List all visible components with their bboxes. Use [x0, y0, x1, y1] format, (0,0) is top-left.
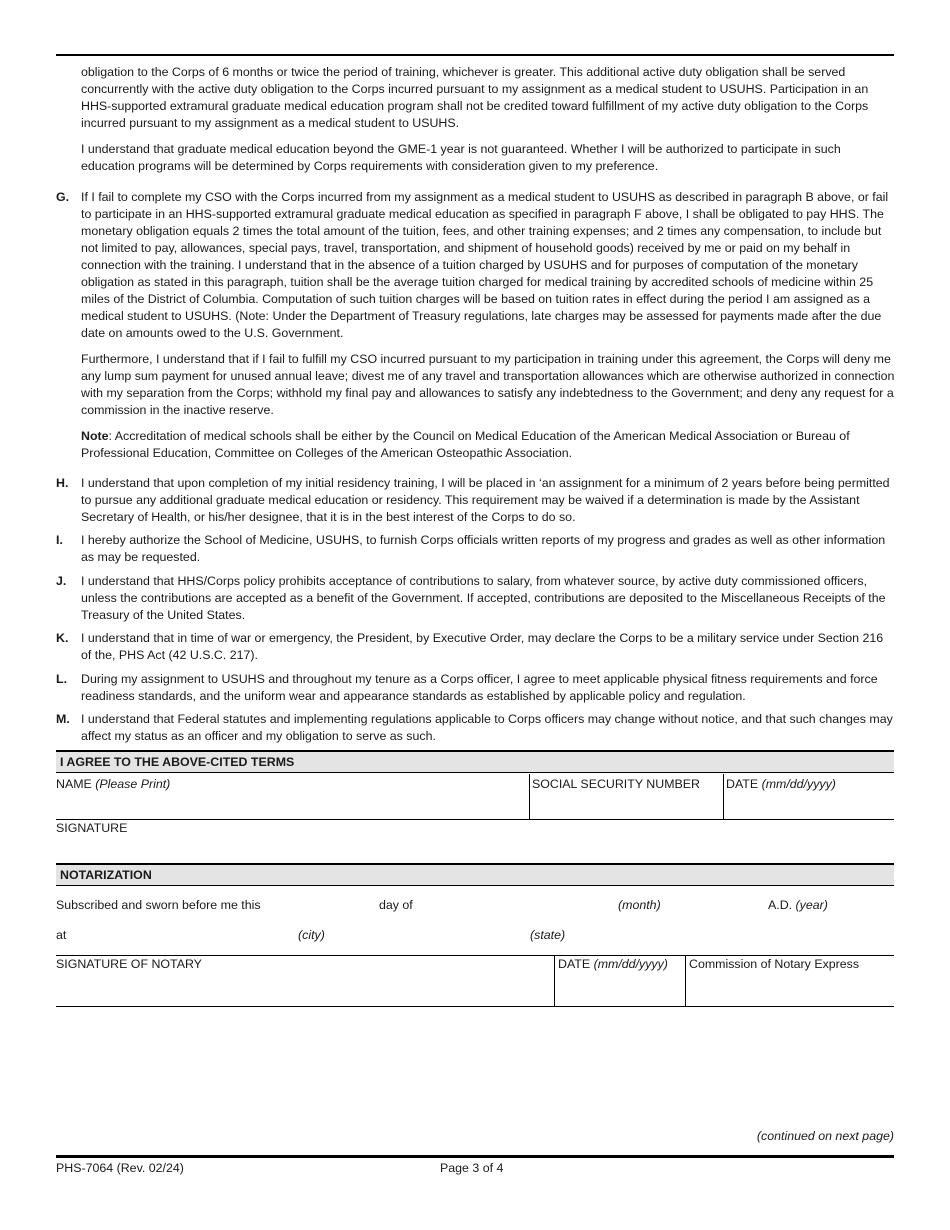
notary-signature-label: SIGNATURE OF NOTARY	[56, 957, 202, 971]
item-text: I understand that in time of war or emergency, the President, by Executive Order, may declare the Corps to be a military service under Section 216 of the, PHS Act (42 U.S.C. 217).	[81, 631, 884, 662]
field-divider	[723, 774, 724, 819]
month-hint: (month)	[618, 898, 661, 912]
year-hint: (year)	[795, 898, 828, 912]
item-text: I hereby authorize the School of Medicine, USUHS, to furnish Corps officials written reports of my progress and grades as well as other information as may be requested.	[81, 533, 886, 564]
item-g-furthermore: Furthermore, I understand that if I fail to fulfill my CSO incurred pursuant to my participation in training under this agreement, the Corps will deny me any lump sum payment for unused annual leave; divest me of any travel and transportation allowances which are otherwise authorized in connection with my separation from the Corps; withhold my final pay and allowances to satisfy any indebtedness to the Government; and deny any request for a commission in the inactive reserve.	[81, 352, 895, 417]
name-field[interactable]	[56, 777, 170, 792]
item-letter: I.	[56, 533, 63, 547]
page-number: Page 3 of 4	[440, 1161, 504, 1175]
name-hint: (Please Print)	[95, 777, 171, 791]
item-letter: K.	[56, 631, 69, 645]
item-text: I understand that Federal statutes and implementing regulations applicable to Corps officers may change without notice, and that such changes may affect my status as an officer and my obligation to serve as such.	[81, 712, 893, 743]
date-label: DATE	[726, 777, 762, 791]
intro-paragraph-obligation: obligation to the Corps of 6 months or twice the period of training, whichever is greater. This additional active duty obligation shall be served concurrently with the active duty obligation to the Corps incurred pursuant to my assignment as a medical student to USUHS. Participation in an HHS-supported extramural graduate medical education program shall not be credited toward fulfillment of my active duty obligation to the Corps incurred pursuant to my assignment as a medical student to USUHS.	[81, 65, 869, 130]
intro-paragraph-gme: I understand that graduate medical education beyond the GME-1 year is not guaranteed. Whether I will be authorized to participate in such education programs will be determined by Corps requirements with consideration given to my preference.	[81, 142, 841, 173]
date-hint: (mm/dd/yyyy)	[761, 777, 836, 791]
ssn-label: SOCIAL SECURITY NUMBER	[532, 777, 700, 791]
item-g-note	[81, 428, 895, 462]
continued-note: (continued on next page)	[756, 1129, 894, 1143]
agree-date-field[interactable]	[726, 777, 836, 792]
year-field-label	[768, 898, 828, 913]
at-text: at	[56, 928, 67, 942]
commission-label: Commission of Notary Express	[689, 957, 860, 971]
item-text: I understand that upon completion of my initial residency training, I will be placed in ‘an assignment for a minimum of 2 years before being permitted to pursue any additional graduate medical education or residency. This requirement may be waived if a determination is made by the Assistant Secretary of Health, or his/her designee, that it is in the best interest of the Corps to do so.	[81, 476, 890, 524]
signature-label: SIGNATURE	[56, 821, 128, 835]
name-label: NAME	[56, 777, 96, 791]
note-label: Note	[81, 429, 109, 443]
item-letter: L.	[56, 672, 68, 686]
notarization-section-header: NOTARIZATION	[56, 863, 894, 886]
signature-field[interactable]	[56, 821, 127, 836]
item-text: I understand that HHS/Corps policy prohibits acceptance of contributions to salary, from whatever source, by active duty commissioned officers, unless the contributions are accepted as a benefit of the Government. If accepted, contributions are deposited to the Miscellaneous Receipts of the Treasury of the United States.	[81, 574, 886, 622]
item-letter: J.	[56, 574, 67, 588]
ad-text: A.D.	[768, 898, 796, 912]
state-hint: (state)	[530, 928, 566, 942]
ssn-field[interactable]	[532, 777, 700, 792]
item-g-text: If I fail to complete my CSO with the Corps incurred from my assignment as a medical student to USUHS as described in paragraph B above, or fail to participate in an HHS-supported extramural graduate medical education as specified in paragraph F above, I shall be obligated to pay HHS. The monetary obligation equals 2 times the total amount of the tuition, fees, and other training expenses; and 2 times any compensation, to include but not limited to pay, allowances, special pays, travel, transportation, and shipment of household goods) received by me or paid on my behalf in connection with the training. I understand that in the absence of a tuition charged by USUHS and for purposes of computation of the monetary obligation as stated in this paragraph, tuition shall be the average tuition charged for medical training by accredited schools of medicine within 25 miles of the District of Columbia. Computation of such tuition charges will be based on tuition rates in effect during the period I am assigned as a medical student to USUHS. (Note: Under the Department of Treasury regulations, late charges may be assessed for payments made after the due date on amounts owed to the U.S. Government.	[81, 190, 889, 340]
field-divider	[685, 955, 686, 1006]
form-page	[56, 0, 894, 1230]
subscribed-text: Subscribed and sworn before me this	[56, 898, 261, 912]
commission-field[interactable]	[689, 957, 859, 972]
notary-date-hint: (mm/dd/yyyy)	[593, 957, 668, 971]
form-id: PHS-7064 (Rev. 02/24)	[56, 1161, 184, 1175]
field-row-rule	[56, 819, 894, 820]
notary-row-rule	[56, 955, 894, 956]
field-divider	[554, 955, 555, 1006]
notary-date-label: DATE	[558, 957, 594, 971]
item-letter: H.	[56, 476, 69, 490]
day-of-text: day of	[379, 898, 413, 912]
field-divider	[529, 774, 530, 819]
city-hint: (city)	[298, 928, 325, 942]
notary-bottom-rule	[56, 1006, 894, 1007]
item-letter: G.	[56, 190, 70, 204]
footer-rule	[56, 1155, 894, 1158]
agree-section-header: I AGREE TO THE ABOVE-CITED TERMS	[56, 750, 894, 773]
notary-date-field[interactable]	[558, 957, 668, 972]
note-text: : Accreditation of medical schools shall be either by the Council on Medical Education of the American Medical Association or Bureau of Professional Education, Committee on Colleges of the American Osteopathic Association.	[81, 429, 850, 460]
item-text: During my assignment to USUHS and throughout my tenure as a Corps officer, I agree to meet applicable physical fitness requirements and force readiness standards, and the uniform wear and appearance standards as established by applicable policy and regulation.	[81, 672, 878, 703]
item-letter: M.	[56, 712, 70, 726]
top-rule	[56, 54, 894, 56]
notary-signature-field[interactable]	[56, 957, 202, 972]
